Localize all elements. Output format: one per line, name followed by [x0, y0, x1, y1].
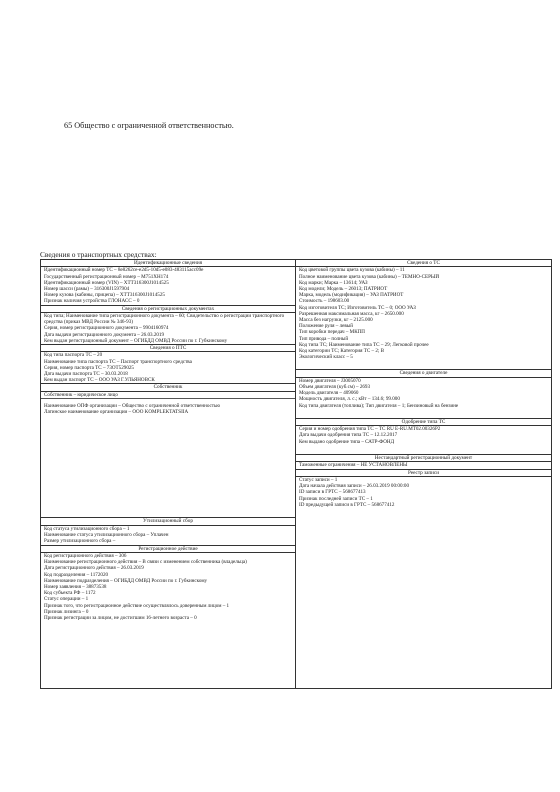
- action-row: Признак того, что регистрационное действие осуществлялось доверенным лицом – 1: [44, 602, 230, 609]
- owner-row: Латинское наименование организации – ООО KOMPLEKTATSIIA: [44, 409, 189, 416]
- engine-row: Номер двигателя – J3005070: [299, 377, 361, 384]
- action-row: Дата регистрационного действия – 26.03.2019: [44, 565, 144, 572]
- pts-row: Наименование типа паспорта ТС – Паспорт транспортного средства: [44, 358, 192, 365]
- action-row: Признак лизинга – 0: [44, 608, 89, 615]
- engine-row: Мощность двигателя, л. с.; кВт – 134.6; 99.000: [299, 396, 400, 403]
- util-row: Размер утилизационного сбора –: [44, 538, 116, 545]
- section-header-owner: Собственник: [41, 383, 295, 391]
- action-row: Статус операции – 1: [44, 596, 89, 603]
- section-action: [41, 553, 295, 621]
- vehicle-info-subtitle: Сведения о транспортных средствах:: [40, 250, 157, 259]
- section-registry: [296, 477, 551, 508]
- action-row: Наименование регистрационного действия – В связи с изменением собственника (владельца): [44, 559, 247, 566]
- action-row: Наименование подразделения – ОГИБДД ОМВД России по г. Губкинскому: [44, 577, 208, 584]
- vehicle-row: Полное наименование цвета кузова (кабины) – ТЕМНО-СЕРЫЙ: [299, 273, 440, 280]
- regdocs-row: Дата выдачи регистрационного документа – 26.03.2019: [44, 331, 165, 338]
- ident-row: Государственный регистрационный номер – М751ХН174: [44, 273, 169, 280]
- vehicle-info-table: [40, 259, 552, 689]
- regdocs-row: Кем выдан регистрационный документ – ОГИБДД ОМВД России по г. Губкинскому: [44, 337, 228, 344]
- vehicle-row: Тип привода – полный: [299, 335, 349, 342]
- util-row: Наименование статуса утилизационного сбора – Уплачен: [44, 532, 169, 539]
- approval-row: Серия и номер одобрения типа ТС – ТС RU E-RU.МТ02.00326Р2: [299, 426, 441, 433]
- vehicle-row: Положение руля – левый: [299, 323, 353, 330]
- action-row: Код регистрационного действия – 306: [44, 552, 127, 559]
- vehicle-row: Тип коробки передач – МКПП: [299, 329, 365, 336]
- approval-row: Кем выдано одобрение типа – САТР-ФОНД: [299, 438, 395, 445]
- nonstd-row: Таможенные ограничения – НЕ УСТАНОВЛЕНЫ: [299, 462, 408, 469]
- ident-row: Идентификационный номер (VIN) – XTT316300J1014525: [44, 279, 169, 286]
- owner-row: Собственник – юридическое лицо: [41, 392, 295, 399]
- action-row: Код субъекта РФ – 1172: [44, 590, 96, 597]
- registry-row: Признак последней записи ТС – 1: [299, 495, 373, 502]
- section-approval: [296, 426, 551, 445]
- vehicle-row: Экологический класс – 5: [299, 354, 353, 361]
- left-column: [41, 260, 296, 688]
- vehicle-row: Масса без нагрузки, кг – 2125.000: [299, 317, 373, 324]
- ident-row: Номер кузова (кабины, прицепа) – XTT316300J1014525: [44, 292, 165, 299]
- section-header-nonstd: Нестандартный регистрационный документ: [296, 454, 551, 462]
- section-header-engine: Сведения о двигателе: [296, 369, 551, 377]
- engine-row: Код типа двигателя (топлива); Тип двигателя – 1; Бензиновый на бензине: [299, 402, 459, 409]
- section-header-vehicle: Сведения о ТС: [296, 260, 551, 267]
- vehicle-row: Код марки; Марка – 13614; УАЗ: [299, 279, 368, 286]
- section-header-util: Утилизационный сбор: [41, 517, 295, 525]
- regdocs-row: Серия, номер регистрационного документа – 9904160974: [44, 325, 169, 332]
- section-pts: [41, 352, 295, 383]
- section-util: [41, 526, 295, 545]
- section-header-action: Регистрационное действие: [41, 545, 295, 553]
- registry-row: Дата начала действия записи – 26.03.2019 00:00:00: [299, 483, 410, 490]
- vehicle-row: Стоимость – 198603.00: [299, 298, 350, 305]
- vehicle-row: Разрешенная максимальная масса, кг – 2650.000: [299, 310, 404, 317]
- vehicle-row: Код категории ТС; Категория ТС – 2; В: [299, 348, 384, 355]
- engine-row: Объем двигателя (куб.см) – 2693: [299, 384, 371, 391]
- section-ident: [41, 267, 295, 304]
- section-header-pts: Сведения о ПТС: [41, 344, 295, 352]
- section-owner: [41, 392, 295, 416]
- section-vehicle: [296, 267, 551, 360]
- vehicle-row: Код типа ТС; Наименование типа ТС – 29; Легковой прочее: [299, 341, 429, 348]
- ident-row: Номер шасси (рамы) – 316300J1597904: [44, 286, 130, 293]
- pts-row: Серия, номер паспорта ТС – 73ОТ529025: [44, 364, 134, 371]
- vehicle-row: Код цветовой группы цвета кузова (кабины) – 11: [299, 267, 405, 274]
- owner-row: Наименование ОПФ организации – Общество с ограниченной ответственностью: [44, 403, 221, 410]
- registry-row: ID записи в ГРТС – 568677413: [299, 489, 366, 496]
- pts-row: Код типа паспорта ТС – 20: [44, 352, 103, 359]
- action-row: Признак регистрации за лицом, не достигшим 16-летнего возраста – 0: [44, 614, 197, 621]
- ident-row: Признак наличия устройства ГЛОНАСС – 0: [44, 298, 140, 305]
- approval-row: Дата выдачи одобрения типа ТС – 12.12.2017: [299, 432, 398, 439]
- vehicle-row: Марка, модель (модификация) – УАЗ ПАТРИОТ: [299, 292, 404, 299]
- vehicle-row: Код модели; Модель – 26013; ПАТРИОТ: [299, 286, 388, 293]
- util-row: Код статуса утилизационного сбора – 1: [44, 525, 130, 532]
- pts-row: Кем выдан паспорт ТС – ООО УАЗ Г.УЛЬЯНОВСК: [44, 377, 155, 384]
- ident-row: Идентификационный номер ТС – 8e8262ce-e2d5-10d5-e083-483115acc09e: [44, 267, 204, 274]
- section-header-approval: Одобрение типа ТС: [296, 418, 551, 426]
- pts-row: Дата выдачи паспорта ТС – 30.03.2018: [44, 371, 128, 378]
- section-header-registry: Реестр записи: [296, 469, 551, 477]
- regdocs-row: Код типа; Наименование типа регистрационного документа – 60; Свидетельство о регистрации транспортного средства (приказ МВД России № 346-93): [44, 313, 285, 326]
- action-row: Номер заявления – 38873538: [44, 583, 107, 590]
- vehicle-row: Код изготовителя ТС; Изготовитель ТС – 0; ООО УАЗ: [299, 304, 416, 311]
- registry-row: ID предыдущей записи в ГРТС – 568677412: [299, 501, 395, 508]
- section-header-regdocs: Сведения о регистрационных документах: [41, 305, 295, 313]
- section-regdocs: [41, 313, 295, 344]
- intro-line: 65 Общество с ограниченной ответственностью.: [64, 121, 234, 130]
- action-row: Код подразделения – 1172020: [44, 571, 109, 578]
- section-engine: [296, 378, 551, 409]
- engine-row: Модель двигателя – 409060: [299, 390, 359, 397]
- section-header-ident: Идентификационные сведения: [41, 260, 295, 267]
- registry-row: Статус записи – 1: [299, 476, 338, 483]
- right-column: [296, 260, 551, 688]
